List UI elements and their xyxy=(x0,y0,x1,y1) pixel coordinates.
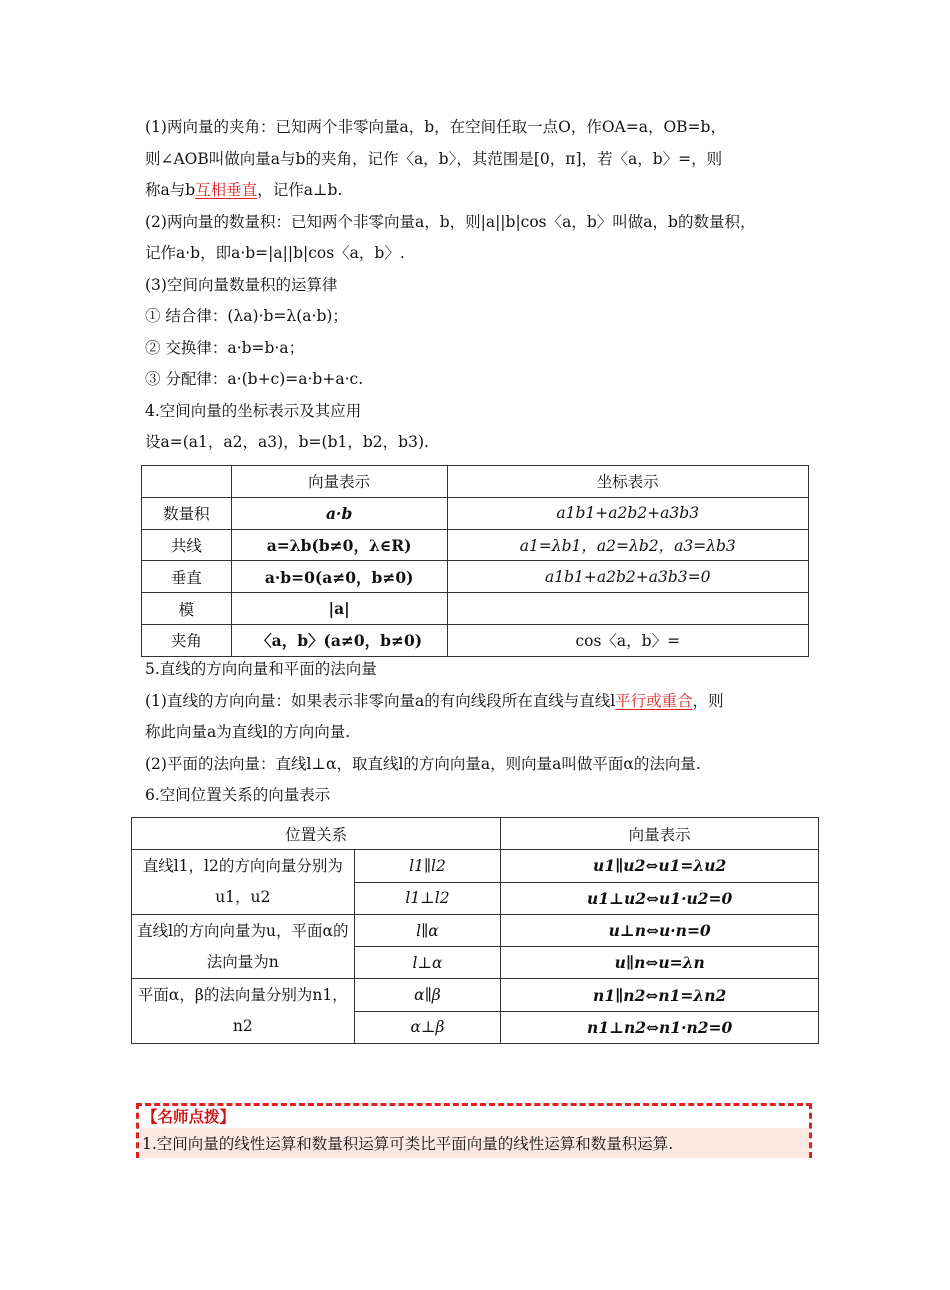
table-row xyxy=(142,561,809,593)
table-header: 向量表示 xyxy=(231,466,447,498)
coordinate-table xyxy=(141,465,809,657)
table-cell: n1⊥n2⇔n1·n2=0 xyxy=(501,1011,819,1043)
table-row xyxy=(132,850,819,882)
text-line: (1)直线的方向向量：如果表示非零向量a的有向线段所在直线与直线l平行或重合，则 xyxy=(145,691,724,710)
text-line: (1)两向量的夹角：已知两个非零向量a，b，在空间任取一点O，作OA=a，OB=b， xyxy=(145,118,726,136)
tip-title: 【名师点拨】 xyxy=(142,1108,236,1126)
text-line: 记作a·b，即a·b=|a||b|cos〈a，b〉. xyxy=(145,244,405,262)
tip-box xyxy=(136,1103,812,1158)
section-heading: 5.直线的方向向量和平面的法向量 xyxy=(145,660,377,678)
table-cell: 〈a，b〉(a≠0，b≠0) xyxy=(231,624,447,656)
table-cell: l1∥l2 xyxy=(354,850,501,882)
table-cell: l⊥α xyxy=(354,947,501,979)
text-line: 称此向量a为直线l的方向向量. xyxy=(145,723,351,741)
table-cell: u⊥n⇔u·n=0 xyxy=(501,914,819,946)
document-body xyxy=(145,112,815,459)
table-cell: 模 xyxy=(142,593,232,625)
table-cell: |a| xyxy=(231,593,447,625)
text-line: ② 交换律：a·b=b·a； xyxy=(145,338,305,357)
table-cell: a1=λb1，a2=λb2，a3=λb3 xyxy=(447,529,809,561)
highlight-phrase: 平行或重合 xyxy=(615,691,693,710)
table-cell: 平面α，β的法向量分别为n1，n2 xyxy=(132,979,355,1044)
table-cell: l∥α xyxy=(354,914,501,946)
table-cell: 垂直 xyxy=(142,561,232,593)
position-relation-table xyxy=(131,817,819,1044)
table-cell: cos〈a，b〉= xyxy=(447,624,809,656)
table-cell: 直线l的方向向量为u，平面α的法向量为n xyxy=(132,914,355,979)
section-5 xyxy=(145,654,815,812)
table-row xyxy=(142,624,809,656)
table-row xyxy=(132,914,819,946)
text-line: (2)两向量的数量积：已知两个非零向量a，b，则|a||b|cos〈a，b〉叫做a，b的数量积， xyxy=(145,212,756,231)
table-header: 向量表示 xyxy=(501,818,819,850)
table-header: 坐标表示 xyxy=(447,466,809,498)
text-line: 设a=(a1，a2，a3)，b=(b1，b2，b3). xyxy=(145,433,429,451)
table-cell: a·b xyxy=(231,497,447,529)
table-row xyxy=(132,979,819,1011)
table-cell: u1⊥u2⇔u1·u2=0 xyxy=(501,882,819,914)
table-cell: l1⊥l2 xyxy=(354,882,501,914)
table-cell: a1b1+a2b2+a3b3=0 xyxy=(447,561,809,593)
text-line: (3)空间向量数量积的运算律 xyxy=(145,275,338,294)
table-header: 位置关系 xyxy=(132,818,501,850)
text-line: 称a与b互相垂直，记作a⊥b. xyxy=(145,181,343,199)
section-heading: 6.空间位置关系的向量表示 xyxy=(145,786,331,804)
highlight-phrase: 互相垂直 xyxy=(195,181,258,199)
text-line: (2)平面的法向量：直线l⊥α，取直线l的方向向量a，则向量a叫做平面α的法向量. xyxy=(145,754,701,773)
table-cell: u1∥u2⇔u1=λu2 xyxy=(501,850,819,882)
table-cell: a·b=0(a≠0，b≠0) xyxy=(231,561,447,593)
table-header-row xyxy=(142,466,809,498)
table-header xyxy=(142,466,232,498)
table-cell: a1b1+a2b2+a3b3 xyxy=(447,497,809,529)
table-cell: 数量积 xyxy=(142,497,232,529)
table-header-row xyxy=(132,818,819,850)
table-row xyxy=(142,497,809,529)
text-line: 则∠AOB叫做向量a与b的夹角，记作〈a，b〉，其范围是[0，π]，若〈a，b〉=，则 xyxy=(145,149,723,168)
table-cell: 共线 xyxy=(142,529,232,561)
tip-text: 1.空间向量的线性运算和数量积运算可类比平面向量的线性运算和数量积运算. xyxy=(142,1135,674,1153)
table-cell: a=λb(b≠0，λ∈R) xyxy=(231,529,447,561)
table-cell: 夹角 xyxy=(142,624,232,656)
table-cell: α⊥β xyxy=(354,1011,501,1043)
table-cell: 直线l1，l2的方向向量分别为u1，u2 xyxy=(132,850,355,915)
table-cell xyxy=(447,593,809,625)
text-line: ① 结合律：(λa)·b=λ(a·b)； xyxy=(145,307,348,325)
table-row xyxy=(142,529,809,561)
table-cell: α∥β xyxy=(354,979,501,1011)
text-line: ③ 分配律：a·(b+c)=a·b+a·c. xyxy=(145,370,364,388)
table-cell: n1∥n2⇔n1=λn2 xyxy=(501,979,819,1011)
section-heading: 4.空间向量的坐标表示及其应用 xyxy=(145,401,362,420)
table-cell: u∥n⇔u=λn xyxy=(501,947,819,979)
table-row xyxy=(142,593,809,625)
